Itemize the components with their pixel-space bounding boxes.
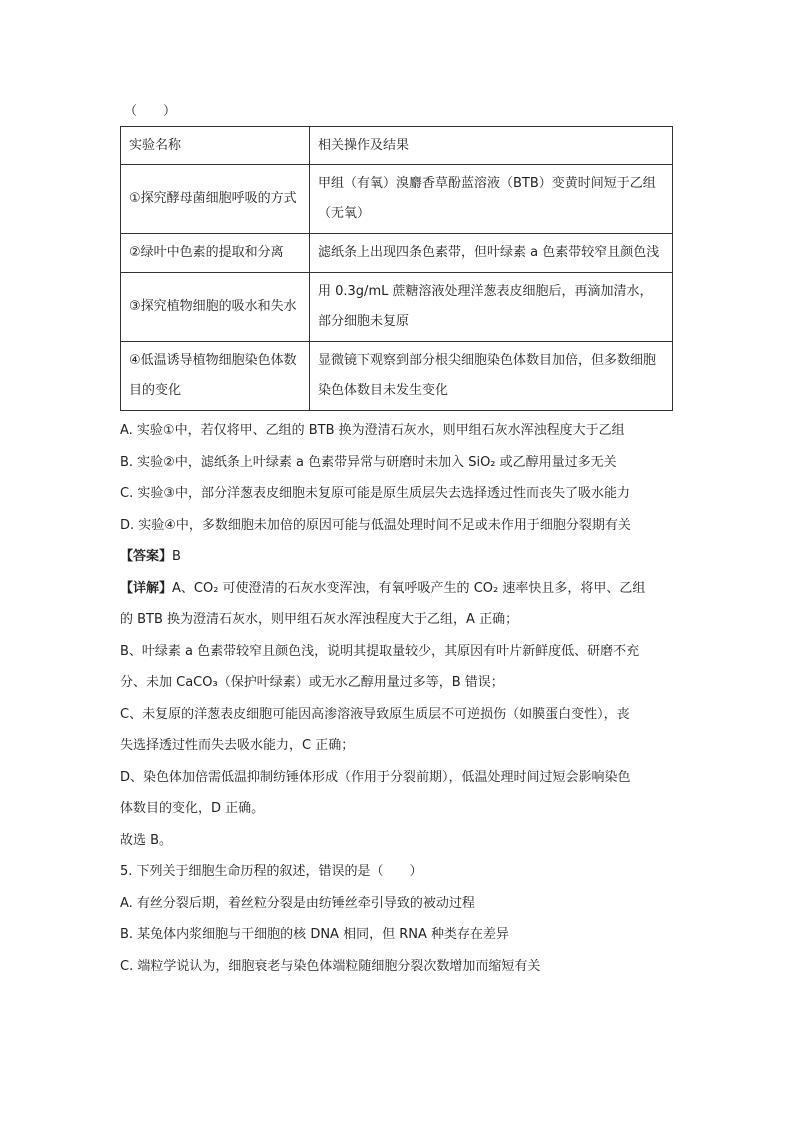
- option-c: C. 实验③中，部分洋葱表皮细胞未复原可能是原生质层失去选择透过性而丧失了吸水能力: [120, 486, 630, 501]
- answer-value: B: [172, 549, 181, 564]
- table-row: [121, 165, 673, 234]
- option-b: B. 实验②中，滤纸条上叶绿素 a 色素带异常与研磨时未加入 SiO₂ 或乙醇用量过多无关: [120, 454, 617, 470]
- document-page: [120, 98, 680, 982]
- table-row: [121, 342, 673, 411]
- question-5-option-a: A. 有丝分裂后期，着丝粒分裂是由纺锤丝牵引导致的被动过程: [120, 895, 475, 911]
- explanation-line: 分、未加 CaCO₃（保护叶绿素）或无水乙醇用量过多等，B 错误；: [120, 675, 504, 690]
- experiment-result-cell: 用 0.3g/mL 蔗糖溶液处理洋葱表皮细胞后，再滴加清水，部分细胞未复原: [310, 273, 673, 342]
- experiment-name-cell: ②绿叶中色素的提取和分离: [121, 234, 310, 273]
- table-row: [121, 273, 673, 342]
- option-a: A. 实验①中，若仅将甲、乙组的 BTB 换为澄清石灰水，则甲组石灰水浑浊程度大于乙组: [120, 423, 625, 438]
- conclusion-line: 故选 B。: [120, 832, 173, 848]
- explanation-line: C、未复原的洋葱表皮细胞可能因高渗溶液导致原生质层不可逆损伤（如膜蛋白变性），丧: [120, 706, 630, 722]
- experiment-result-cell: 滤纸条上出现四条色素带，但叶绿素 a 色素带较窄且颜色浅: [310, 234, 673, 273]
- answer-label: 【答案】: [120, 549, 173, 564]
- question-5-option-c: C. 端粒学说认为，细胞衰老与染色体端粒随细胞分裂次数增加而缩短有关: [120, 958, 541, 974]
- option-d: D. 实验④中，多数细胞未加倍的原因可能与低温处理时间不足或未作用于细胞分裂期有关: [120, 517, 631, 533]
- table-row: [121, 234, 673, 273]
- experiment-name-cell: ③探究植物细胞的吸水和失水: [121, 273, 310, 342]
- header-experiment-name: 实验名称: [121, 127, 310, 165]
- explanation-line: [120, 573, 680, 605]
- experiment-table: [120, 126, 673, 411]
- table-header-row: [121, 127, 673, 165]
- experiment-result-cell: 甲组（有氧）溴麝香草酚蓝溶液（BTB）变黄时间短于乙组（无氧）: [310, 165, 673, 234]
- explanation-line: 失选择透过性而失去吸水能力，C 正确；: [120, 738, 355, 753]
- experiment-name-cell: ①探究酵母菌细胞呼吸的方式: [121, 165, 310, 234]
- question-5-option-b: B. 某兔体内浆细胞与干细胞的核 DNA 相同，但 RNA 种类存在差异: [120, 927, 509, 942]
- question-5-stem: 5. 下列关于细胞生命历程的叙述，错误的是（ ）: [120, 864, 423, 879]
- explanation-line: 的 BTB 换为澄清石灰水，则甲组石灰水浑浊程度大于乙组，A 正确；: [120, 612, 519, 627]
- header-operation-result: 相关操作及结果: [310, 127, 673, 165]
- explanation-line: D、染色体加倍需低温抑制纺锤体形成（作用于分裂前期），低温处理时间过短会影响染色: [120, 769, 631, 785]
- experiment-name-cell: ④低温诱导植物细胞染色体数目的变化: [121, 342, 310, 411]
- answer-parentheses: （ ）: [124, 104, 177, 119]
- explanation-line: 体数目的变化，D 正确。: [120, 801, 265, 816]
- question-options: [120, 415, 680, 541]
- answer-line: [120, 541, 680, 573]
- explanation-line: B、叶绿素 a 色素带较窄且颜色浅，说明其提取量较少，其原因有叶片新鲜度低、研磨不充: [120, 643, 640, 659]
- explanation-label: 【详解】: [120, 580, 173, 596]
- explanation-text: A、CO₂ 可使澄清的石灰水变浑浊，有氧呼吸产生的 CO₂ 速率快且多，将甲、乙组: [172, 580, 646, 596]
- experiment-result-cell: 显微镜下观察到部分根尖细胞染色体数目加倍，但多数细胞染色体数目未发生变化: [310, 342, 673, 411]
